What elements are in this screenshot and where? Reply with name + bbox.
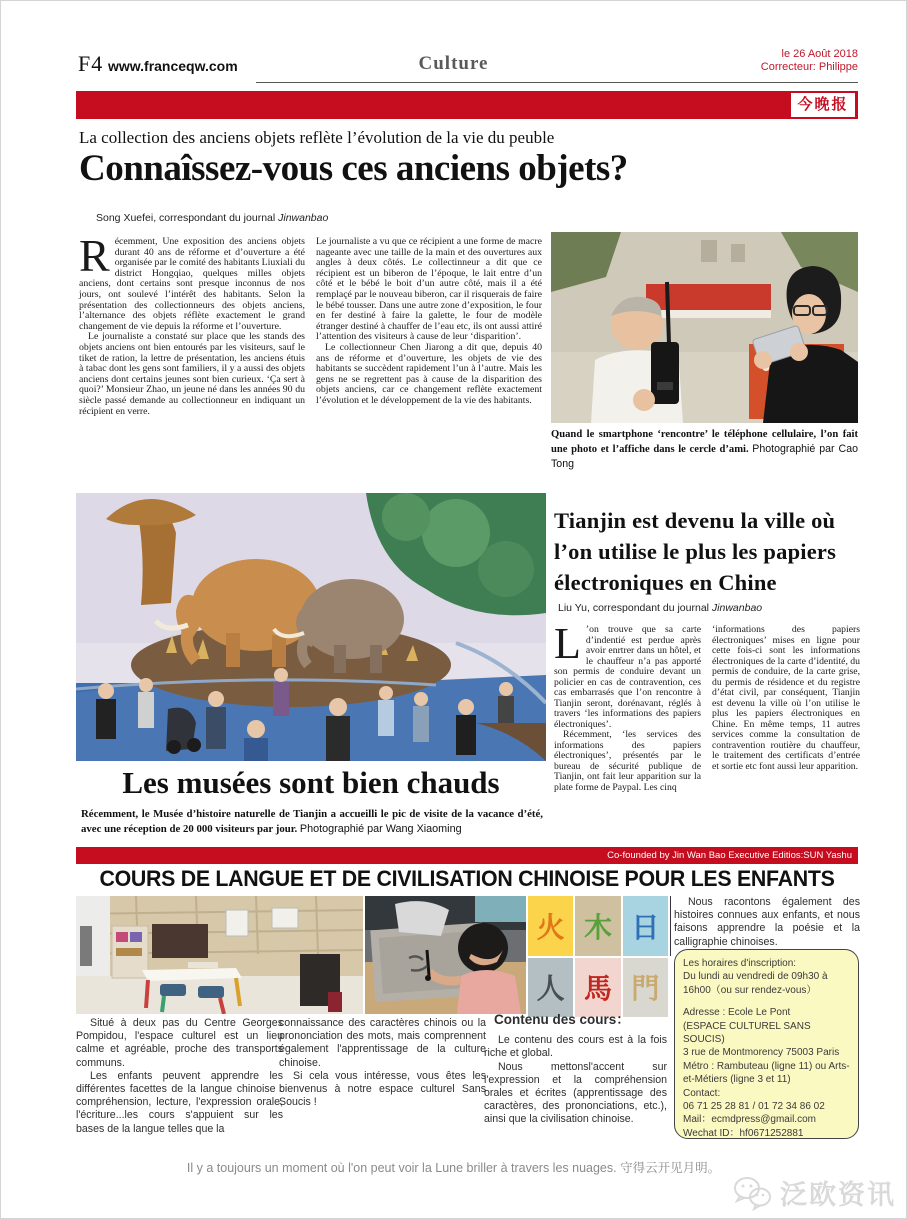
wechat-icon: [732, 1175, 774, 1211]
paragraph: connaissance des caractères chinois ou la prononciation des mots, mais comprennent également l'apprentissage de la culture chinoise.: [279, 1017, 486, 1069]
chinese-character-cards: [528, 896, 668, 1017]
paragraph: Récemment, ‘les services des informations des papiers électroniques’, présentés par le bureau de sécurité publique de Tianjin, ont fait leur apparition sur la plate forme de Paypal. Les cinq: [554, 729, 701, 793]
info-line-adresse: Adresse : Ecole Le Pont: [683, 1007, 791, 1019]
article1-column1: [79, 230, 305, 417]
paragraph: Nous mettonsl'accent sur l'expression et la compréhension orales et écrites (apprentissage des caractères, des prononciations, etc.), ainsi que la civilisation chinoise.: [484, 1060, 667, 1126]
paragraph: ‘informations des papiers électroniques’ mises en ligne pour cette fois-ci sont les informations électroniques de la carte d’identité, du permis de conduire, de la carte grise, du permis de résidence et du registre d’état civil, par conséquent, Tianjin est devenu la ville où l’on utilise le plus les papiers électroniques en Chine. En même temps, 11 autres services comme la consultation de contravention routière du chauffeur, le traitement des certificats d’entrée et sortie etc font aussi leur apparition.: [712, 624, 860, 772]
caption-text: Récemment, le Musée d’histoire naturelle de Tianjin a accueilli le pic de visite de la vacance d’été, avec une réception de 20 000 visiteurs par jour.: [81, 808, 543, 835]
paragraph: Le collectionneur Chen Jiarong a dit que, depuis 40 ans de réforme et d’ouverture, les objets de vie des habitants se succèdent rapidement l’un à l’autre. Mais les gens ne se regrettent pas à cause de la disparition des objets anciens, car ce changement reflète exactement l’évolution et le développement de la vie des habitants.: [316, 341, 542, 406]
article2-byline: [558, 602, 762, 614]
photo1-illustration: [551, 232, 858, 423]
spacer: [683, 997, 850, 1006]
article1-byline: [96, 212, 328, 224]
cours-column3: [484, 1013, 667, 1127]
paragraph: Si cela vous intéresse, vous êtes les bienvenus à notre espace culturel Sans Soucis !: [279, 1069, 486, 1109]
info-line-contact: Contact:: [683, 1087, 721, 1099]
cours-section-title: COURS DE LANGUE ET DE CIVILISATION CHINOISE POUR LES ENFANTS: [99, 866, 835, 891]
info-line-phone: 06 71 25 28 81 / 01 72 34 86 02: [683, 1101, 825, 1113]
card-horse: 馬: [575, 958, 620, 1018]
cofounder-red-bar: Co-founded by Jin Wan Bao Executive Editios:SUN Yashu: [76, 847, 858, 864]
card-sun: 日: [623, 896, 668, 956]
contenu-heading: Contenu des cours：: [494, 1012, 630, 1027]
photo-museum-elephants: [76, 493, 546, 761]
info-line: 3 rue de Montmorency 75003 Paris: [683, 1047, 840, 1059]
website-url: www.franceqw.com: [108, 58, 238, 74]
photo4-illustration: [365, 896, 526, 1014]
paragraph: Le journaliste a constaté sur place que les stands des objets anciens ont bien entourés par les visiteurs, sauf le tiket de ration, la lettre de présentation, les anciens étuis à tabac dont les gens sont familiers, il y a aussi des objets anciens dont certains jeunes sont bien curieux. ‘Ça sert à quoi?’ Monsieur Zhao, un jeune né dans les années 90 du siècle passé demande au collectionneur en indiquant un récipient en verre.: [79, 331, 305, 417]
masthead-red-banner: [76, 91, 858, 119]
date-corrector-block: [761, 48, 858, 74]
watermark-logo: [732, 1173, 896, 1212]
watermark-text: 泛欧资讯: [780, 1180, 896, 1211]
inscription-info-box: [674, 949, 859, 1139]
footer-quote: Il y a toujours un moment où l'on peut voir la Lune briller à travers les nuages. 守得云开见月明。: [186, 1161, 721, 1175]
caption-credit: Photographié par Wang Xiaoming: [299, 822, 462, 835]
dropcap-l: L: [554, 619, 581, 668]
photo-calligraphy-child: [365, 896, 526, 1014]
card-door: 門: [623, 958, 668, 1018]
caption-credit: Photographié par Cao Tong: [551, 443, 858, 470]
article2-column2: [712, 625, 860, 772]
info-line: (ESPACE CULTUREL SANS SOUCIS): [683, 1020, 811, 1046]
paragraph: Situé à deux pas du Centre Georges Pompidou, l'espace culturel est un lieu calme et agréable, proche des transports communs.: [76, 1017, 283, 1069]
paragraph: [79, 230, 305, 332]
issue-date: le 26 Août 2018: [781, 48, 858, 60]
article1-headline: Connaîssez-vous ces anciens objets?: [79, 148, 628, 189]
caption-text: Quand le smartphone ‘rencontre’ le téléphone cellulaire, l’on fait une photo et l’affiche dans le cercle d’ami.: [551, 429, 858, 455]
cours-column2: [279, 1017, 486, 1109]
photo2-illustration: [76, 493, 546, 761]
info-line: Du lundi au vendredi de 09h30 à 16h00（ou sur rendez-vous）: [683, 971, 828, 996]
byline-journal: Jinwanbao: [711, 602, 763, 614]
paragraph-text: écemment, Une exposition des anciens objets durant 40 ans de réforme et d’ouverture a été organisée par le comité des habitants Liuxiali du district Hongqiao, quelques milles objets anciens, dont certains sont presque inconnus de nos jours, ont soulevé l’intérêt des habitants. Selon la présentation des collectionneurs des objets anciens, l’alternance des objets réflète exactement le grand changement de vie depuis la réforme et l’ouverture.: [79, 236, 305, 332]
card-fire: 火: [528, 896, 573, 956]
page-number: F4: [78, 51, 104, 76]
paragraph: [554, 619, 701, 730]
card-person: 人: [528, 958, 573, 1018]
photo-classroom: [76, 896, 363, 1014]
byline-text: Song Xuefei, correspondant du journal: [96, 212, 279, 224]
museum-caption: [81, 807, 543, 836]
info-line: Les horaires d'inscription:: [683, 958, 797, 969]
photo1-caption: [551, 428, 858, 472]
column-divider: [670, 896, 671, 956]
article1-column2: [316, 237, 542, 407]
byline-journal: Jinwanbao: [278, 212, 329, 224]
info-line-mail: Mail：ecmdpress@gmail.com: [683, 1114, 816, 1126]
photo-smartphone-meets-cellphone: [551, 232, 858, 423]
corrector: Correcteur: Philippe: [760, 61, 858, 73]
info-line-metro: Métro : Rambuteau (ligne 11) ou Arts-et-Métiers (ligne 3 et 11): [683, 1060, 850, 1086]
photo3-illustration: [76, 896, 363, 1014]
dropcap-r: R: [79, 230, 110, 281]
header-rule: [256, 82, 858, 83]
paragraph: Nous racontons également des histoires connues aux enfants, et nous faisons apprendre la poésie et la calligraphie chinoises.: [674, 896, 860, 948]
paragraph: Le journaliste a vu que ce récipient a une forme de macre nageante avec une taille de la main et des ouvertures aux angles à deux côtés. Le collectinneur a dit que ce récipient est un biberon de l’époque, le lait entre d’un côté et le bébé le boit d’un autre côté, mais il a été remplaçé par le nouveau biberon, car il risquerais de faire le bébé tousser. Dans une autre zone d’exposition, le four en fer destiné à faire la galette, le four de modèle étranger destiné à chauffer de l’eau etc, ils ont aussi attiré l’attention des visiteurs à cause de leur ‘disparition’.: [316, 236, 542, 343]
article2-column1: [554, 619, 701, 793]
paragraph-text: ’on trouve que sa carte d’indentié est perdue après avoir enrtrer dans un hôtel, et le chauffeur n’a pas apporté son permis de conduire devant un policier en cas de contravention, ces cas embarrasés que l’on rencontre à Tianjin seront, dorénavant, réglés à travers ‘les informations des papiers électroniques’.: [554, 624, 701, 730]
paragraph: Le contenu des cours est à la fois riche et global.: [484, 1034, 667, 1060]
cours-right-column: [674, 896, 860, 949]
section-title: Culture: [418, 53, 489, 74]
paragraph: Les enfants peuvent apprendre les différentes facettes de la langue chinoise : compréhension, lecture, l'expression orale, l'écriture...les cours s'appuient sur les bases de la langue telles que la: [76, 1069, 283, 1135]
card-tree: 木: [575, 896, 620, 956]
cours-column1: [76, 1017, 283, 1136]
info-line-wechat: Wechat ID：hf0671252881: [683, 1127, 804, 1139]
byline-text: Liu Yu, correspondant du journal: [558, 602, 712, 614]
jinwanbao-logo: 今晚报: [791, 93, 855, 117]
museum-headline: Les musées sont bien chauds: [122, 765, 500, 800]
article2-headline: Tianjin est devenu la ville où l’on utilise le plus les papiers électroniques en Chine: [554, 508, 837, 595]
article1-kicker: La collection des anciens objets reflète l’évolution de la vie du peuble: [79, 128, 555, 147]
